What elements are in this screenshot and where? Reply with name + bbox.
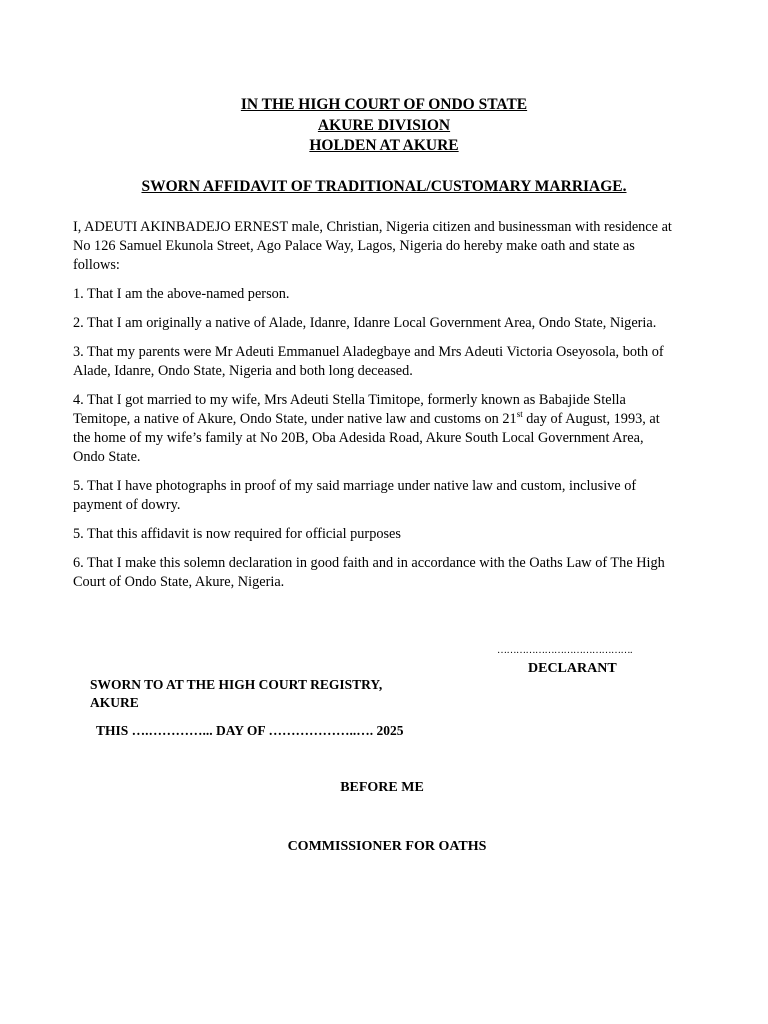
court-holden: HOLDEN AT AKURE — [309, 137, 459, 154]
paragraph-5b: 5. That this affidavit is now required for official purposes — [73, 526, 401, 542]
affidavit-body — [73, 218, 673, 602]
paragraph-2: 2. That I am originally a native of Alade, Idanre, Idanre Local Government Area, Ondo State, Nigeria. — [73, 315, 657, 331]
this-day-line: THIS ….…………... DAY OF ………………..…. 2025 — [96, 723, 404, 738]
intro-paragraph: I, ADEUTI AKINBADEJO ERNEST male, Christian, Nigeria citizen and businessman with residence at No 126 Samuel Ekunola Street, Ago Palace Way, Lagos, Nigeria do hereby make oath and state as follows: — [73, 219, 672, 273]
sworn-at-registry: SWORN TO AT THE HIGH COURT REGISTRY, AKURE — [90, 677, 383, 710]
commissioner-label: COMMISSIONER FOR OATHS — [287, 839, 487, 854]
ordinal-suffix: st — [516, 409, 523, 419]
declarant-label: DECLARANT — [528, 661, 617, 676]
court-division: AKURE DIVISION — [317, 116, 451, 134]
court-heading — [0, 95, 768, 157]
paragraph-5a: 5. That I have photographs in proof of my said marriage under native law and custom, inclusive of payment of dowry. — [73, 478, 637, 513]
signature-line: ……………………………………. — [497, 645, 632, 656]
paragraph-4-start: 4. That I got married to my wife, Mrs Adeuti Stella Timitope, formerly known as Babajide Stella Temitope, a native of Akure, Ondo State, under native law and customs on 21 — [73, 392, 626, 427]
paragraph-4 — [73, 391, 673, 467]
paragraph-4-end: day of August, 1993, at the home of my wife’s family at No 20B, Oba Adesida Road, Akure South Local Government Area, Ondo State. — [73, 411, 660, 465]
document-title: SWORN AFFIDAVIT OF TRADITIONAL/CUSTOMARY MARRIAGE. — [141, 178, 627, 195]
paragraph-1: 1. That I am the above-named person. — [73, 286, 290, 302]
paragraph-3: 3. That my parents were Mr Adeuti Emmanuel Aladegbaye and Mrs Adeuti Victoria Oseyosola, both of Alade, Idanre, Ondo State, Nigeria and both long deceased. — [73, 344, 664, 379]
court-name: IN THE HIGH COURT OF ONDO STATE — [240, 96, 528, 113]
paragraph-6: 6. That I make this solemn declaration in good faith and in accordance with the Oaths Law of The High Court of Ondo State, Akure, Nigeria. — [73, 555, 665, 590]
before-me-label: BEFORE ME — [340, 780, 424, 795]
